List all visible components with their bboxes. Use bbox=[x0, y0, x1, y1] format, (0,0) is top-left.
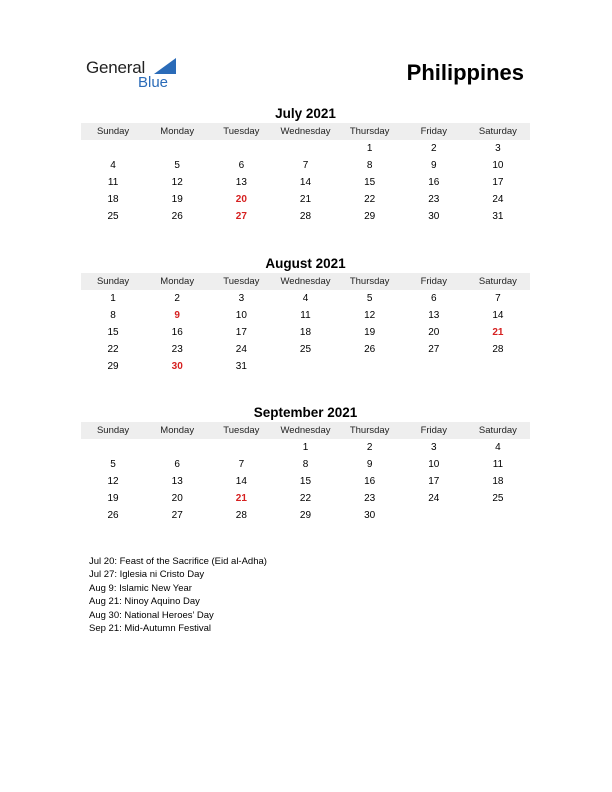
day-cell: 5 bbox=[174, 160, 180, 171]
day-cell: 17 bbox=[235, 327, 247, 338]
weekday-label: Monday bbox=[160, 425, 195, 436]
day-cell: 8 bbox=[366, 160, 373, 171]
day-cell: 21 bbox=[492, 327, 504, 338]
day-cell: 1 bbox=[302, 442, 309, 453]
day-cell: 24 bbox=[428, 493, 440, 504]
day-cell: 27 bbox=[428, 344, 440, 355]
week-row bbox=[81, 439, 530, 456]
holiday-list bbox=[89, 555, 267, 635]
weekday-label: Thursday bbox=[349, 276, 390, 287]
day-cell: 24 bbox=[235, 344, 247, 355]
day-cell: 14 bbox=[492, 310, 504, 321]
week-row bbox=[81, 208, 530, 225]
day-cell: 25 bbox=[299, 344, 312, 355]
week-row bbox=[81, 341, 530, 358]
day-cell: 21 bbox=[299, 194, 312, 205]
day-cell: 16 bbox=[428, 177, 440, 188]
day-cell: 22 bbox=[364, 194, 376, 205]
week-row bbox=[81, 490, 530, 507]
day-cell: 25 bbox=[107, 211, 119, 222]
day-cell: 8 bbox=[302, 459, 309, 470]
week-row bbox=[81, 473, 530, 490]
day-cell: 10 bbox=[492, 160, 504, 171]
day-cell: 23 bbox=[171, 344, 183, 355]
day-cell: 30 bbox=[171, 361, 183, 372]
day-cell: 26 bbox=[107, 510, 119, 521]
day-cell: 29 bbox=[107, 361, 119, 372]
holiday-item: Sep 21: Mid-Autumn Festival bbox=[89, 623, 211, 635]
logo-blue-text: Blue bbox=[138, 74, 169, 91]
day-cell: 8 bbox=[110, 310, 116, 321]
week-row bbox=[81, 507, 530, 524]
day-cell: 4 bbox=[495, 442, 501, 453]
day-cell: 27 bbox=[235, 211, 247, 222]
day-cell: 5 bbox=[366, 293, 373, 304]
day-cell: 12 bbox=[171, 177, 183, 188]
holiday-item: Aug 30: National Heroes’ Day bbox=[89, 609, 214, 621]
weekday-label: Wednesday bbox=[280, 126, 331, 137]
day-cell: 22 bbox=[299, 493, 312, 504]
day-cell: 24 bbox=[492, 194, 504, 205]
day-cell: 9 bbox=[430, 160, 437, 171]
day-cell: 30 bbox=[428, 211, 440, 222]
day-cell: 26 bbox=[171, 211, 183, 222]
day-cell: 16 bbox=[364, 476, 376, 487]
weekday-label: Tuesday bbox=[223, 276, 260, 287]
day-cell: 13 bbox=[428, 310, 440, 321]
weekday-label: Saturday bbox=[478, 276, 517, 287]
week-row bbox=[81, 290, 530, 307]
day-cell: 4 bbox=[302, 293, 309, 304]
day-cell: 2 bbox=[174, 293, 180, 304]
day-cell: 23 bbox=[364, 493, 376, 504]
week-row bbox=[81, 324, 530, 341]
weekday-label: Friday bbox=[420, 425, 447, 436]
day-cell: 17 bbox=[492, 177, 504, 188]
day-cell: 23 bbox=[428, 194, 440, 205]
weekday-label: Saturday bbox=[478, 126, 517, 137]
day-cell: 6 bbox=[430, 293, 437, 304]
day-cell bbox=[209, 140, 273, 157]
day-cell: 10 bbox=[428, 459, 440, 470]
month-title: July 2021 bbox=[275, 106, 336, 121]
day-cell: 31 bbox=[492, 211, 504, 222]
country-title: Philippines bbox=[406, 60, 524, 85]
day-cell bbox=[209, 439, 273, 456]
day-cell: 22 bbox=[107, 344, 119, 355]
day-cell: 15 bbox=[107, 327, 119, 338]
day-cell bbox=[402, 358, 466, 375]
day-cell: 29 bbox=[299, 510, 312, 521]
month-calendar bbox=[81, 105, 530, 225]
weekday-label: Sunday bbox=[96, 425, 130, 436]
day-cell: 12 bbox=[107, 476, 119, 487]
day-cell: 19 bbox=[107, 493, 119, 504]
weekday-header bbox=[81, 422, 530, 439]
day-cell: 17 bbox=[428, 476, 440, 487]
day-cell: 11 bbox=[107, 177, 119, 188]
day-cell: 14 bbox=[299, 177, 312, 188]
day-cell bbox=[273, 140, 337, 157]
day-cell: 15 bbox=[364, 177, 376, 188]
day-cell: 13 bbox=[171, 476, 183, 487]
day-cell: 6 bbox=[238, 160, 245, 171]
weekday-label: Thursday bbox=[349, 425, 390, 436]
weekday-header bbox=[81, 273, 530, 290]
day-cell: 29 bbox=[364, 211, 376, 222]
day-cell: 3 bbox=[495, 143, 501, 154]
day-cell bbox=[145, 439, 209, 456]
day-cell: 19 bbox=[171, 194, 183, 205]
day-cell: 3 bbox=[430, 442, 437, 453]
day-cell bbox=[466, 507, 530, 524]
day-cell: 7 bbox=[238, 459, 245, 470]
day-cell bbox=[81, 140, 145, 157]
month-title: August 2021 bbox=[265, 256, 346, 271]
week-row bbox=[81, 191, 530, 208]
day-cell: 18 bbox=[299, 327, 312, 338]
week-row bbox=[81, 307, 530, 324]
day-cell: 13 bbox=[235, 177, 247, 188]
weekday-label: Monday bbox=[160, 276, 195, 287]
day-cell: 4 bbox=[110, 160, 116, 171]
day-cell: 3 bbox=[238, 293, 245, 304]
day-cell: 7 bbox=[302, 160, 309, 171]
day-cell: 18 bbox=[492, 476, 504, 487]
day-cell: 16 bbox=[171, 327, 183, 338]
day-cell: 1 bbox=[110, 293, 116, 304]
day-cell: 20 bbox=[428, 327, 440, 338]
weekday-label: Saturday bbox=[478, 425, 517, 436]
day-cell: 10 bbox=[235, 310, 247, 321]
holiday-item: Jul 20: Feast of the Sacrifice (Eid al-Adha) bbox=[89, 556, 267, 567]
weekday-label: Monday bbox=[160, 126, 195, 137]
weekday-label: Sunday bbox=[96, 126, 130, 137]
weekday-header bbox=[81, 123, 530, 140]
day-cell: 20 bbox=[235, 194, 247, 205]
day-cell bbox=[273, 358, 337, 375]
day-cell: 9 bbox=[174, 310, 180, 321]
day-cell bbox=[338, 358, 402, 375]
day-cell: 28 bbox=[492, 344, 504, 355]
brand-logo bbox=[86, 56, 186, 96]
week-row bbox=[81, 140, 530, 157]
weekday-label: Tuesday bbox=[223, 425, 260, 436]
day-cell: 18 bbox=[107, 194, 119, 205]
day-cell: 25 bbox=[492, 493, 504, 504]
day-cell: 1 bbox=[366, 143, 373, 154]
weekday-label: Sunday bbox=[96, 276, 130, 287]
week-row bbox=[81, 174, 530, 191]
day-cell: 28 bbox=[235, 510, 247, 521]
month-calendar bbox=[81, 255, 530, 375]
day-cell: 14 bbox=[235, 476, 247, 487]
day-cell: 9 bbox=[366, 459, 373, 470]
day-cell: 6 bbox=[174, 459, 180, 470]
day-cell: 11 bbox=[300, 310, 311, 321]
day-cell: 5 bbox=[110, 459, 116, 470]
day-cell: 19 bbox=[364, 327, 376, 338]
week-row bbox=[81, 358, 530, 375]
day-cell: 21 bbox=[235, 493, 247, 504]
logo-triangle-icon bbox=[154, 58, 176, 74]
day-cell: 31 bbox=[235, 361, 247, 372]
logo-general-text: General bbox=[86, 58, 146, 77]
weekday-label: Thursday bbox=[349, 126, 390, 137]
day-cell bbox=[466, 358, 530, 375]
day-cell: 27 bbox=[171, 510, 183, 521]
day-cell bbox=[402, 507, 466, 524]
holiday-item: Jul 27: Iglesia ni Cristo Day bbox=[89, 569, 205, 581]
holiday-item: Aug 9: Islamic New Year bbox=[89, 582, 192, 594]
weekday-label: Friday bbox=[420, 126, 447, 137]
day-cell: 12 bbox=[364, 310, 376, 321]
week-row bbox=[81, 456, 530, 473]
day-cell bbox=[81, 439, 145, 456]
day-cell: 7 bbox=[495, 293, 501, 304]
day-cell: 28 bbox=[299, 211, 312, 222]
day-cell: 30 bbox=[364, 510, 376, 521]
day-cell: 15 bbox=[299, 476, 312, 487]
week-row bbox=[81, 157, 530, 174]
month-title: September 2021 bbox=[253, 405, 358, 420]
weekday-label: Wednesday bbox=[280, 425, 331, 436]
month-calendar bbox=[81, 404, 530, 524]
day-cell bbox=[145, 140, 209, 157]
weekday-label: Friday bbox=[420, 276, 447, 287]
weekday-label: Wednesday bbox=[280, 276, 331, 287]
holiday-item: Aug 21: Ninoy Aquino Day bbox=[89, 596, 200, 608]
day-cell: 11 bbox=[492, 459, 504, 470]
day-cell: 2 bbox=[366, 442, 373, 453]
weekday-label: Tuesday bbox=[223, 126, 260, 137]
day-cell: 26 bbox=[364, 344, 376, 355]
day-cell: 20 bbox=[171, 493, 183, 504]
day-cell: 2 bbox=[430, 143, 437, 154]
